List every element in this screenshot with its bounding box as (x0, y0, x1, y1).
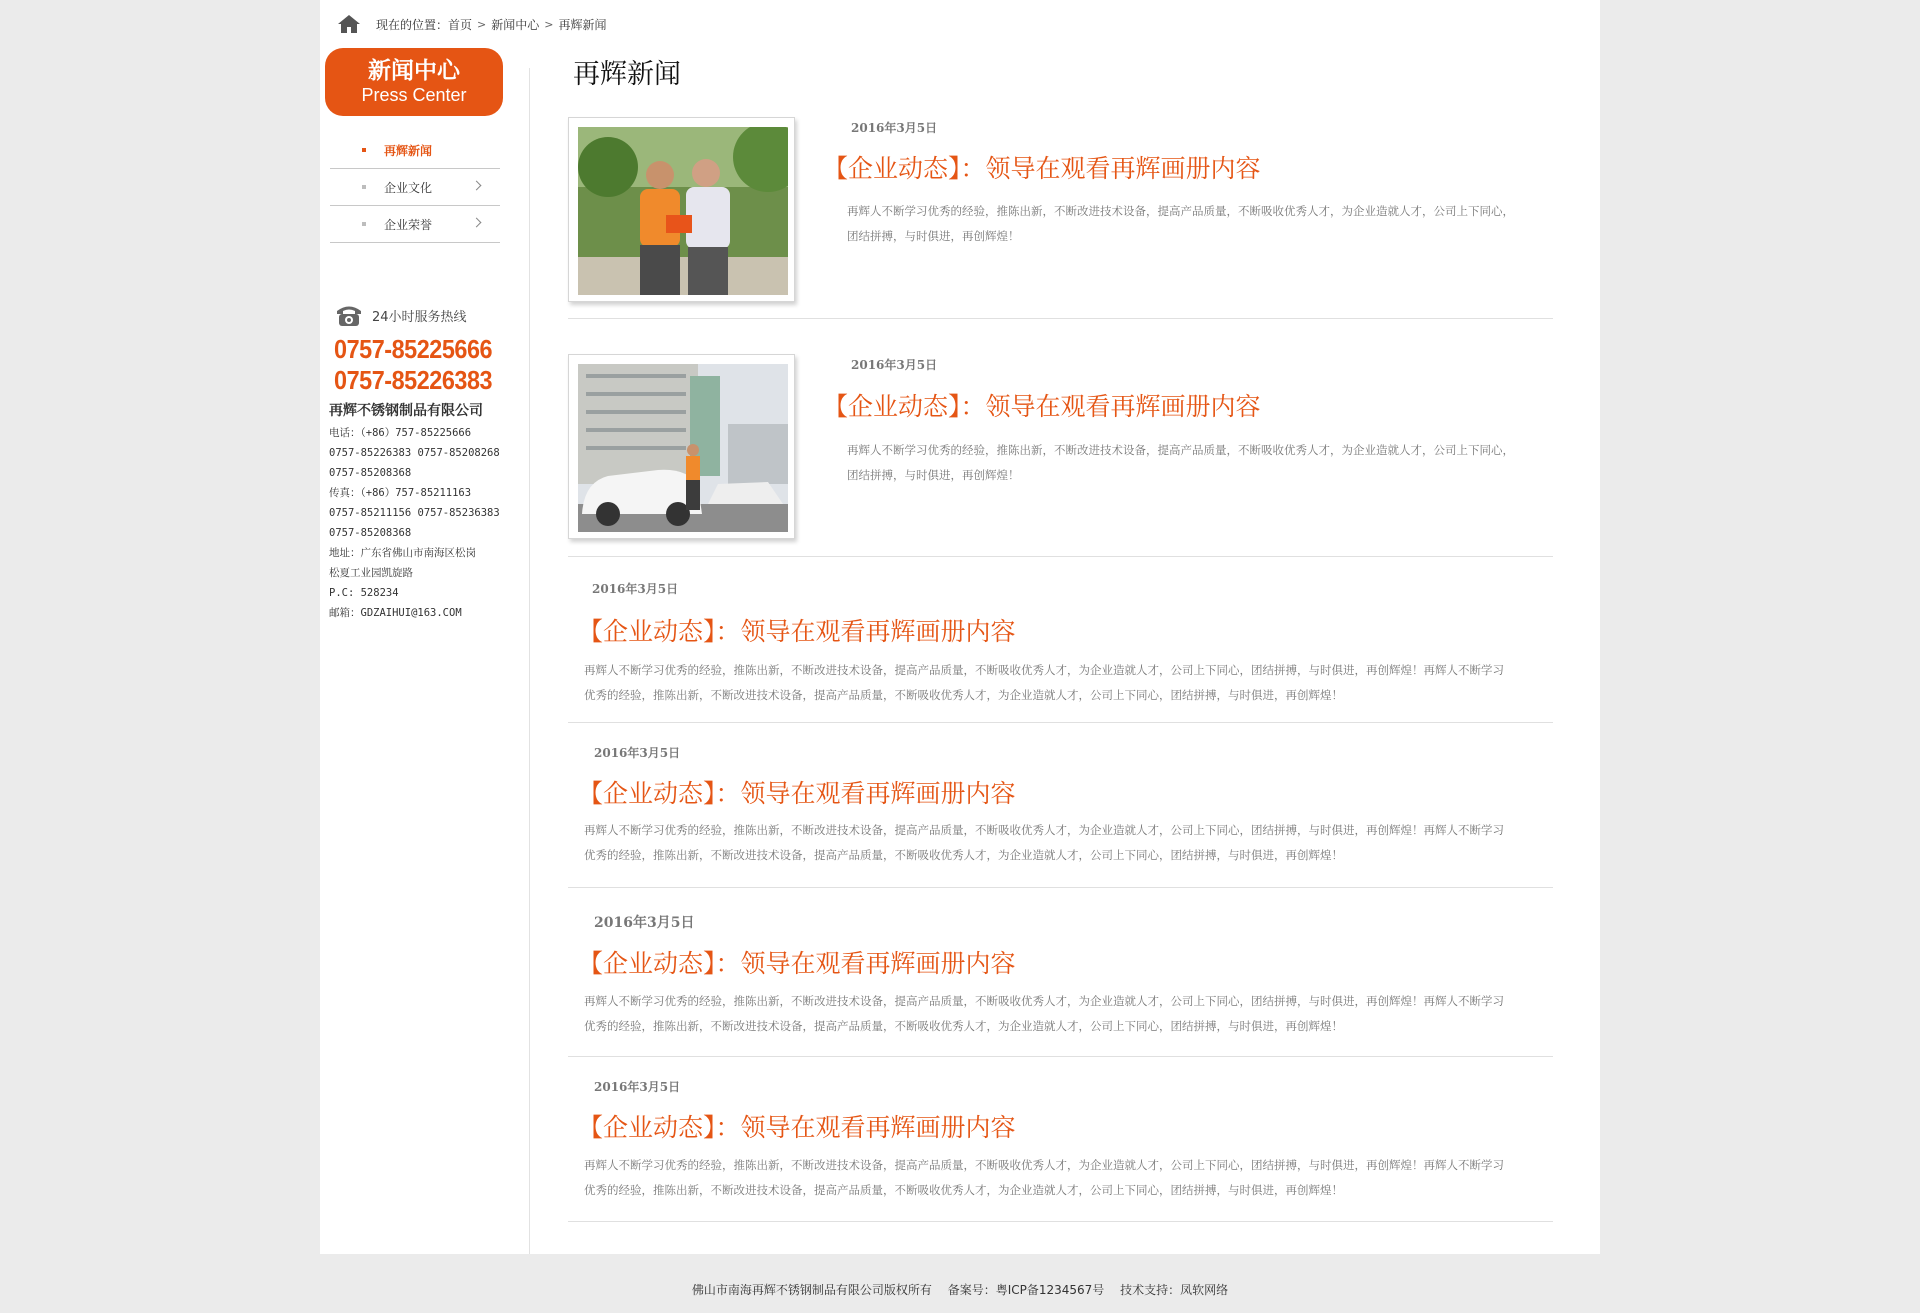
news-thumbnail[interactable] (568, 117, 795, 302)
news-summary (847, 199, 1514, 248)
breadcrumb-news-center[interactable]: 新闻中心 (491, 17, 540, 32)
bullet-icon (362, 148, 366, 152)
news-date: 2016年3月5日 (594, 1080, 681, 1094)
news-item (568, 744, 1553, 888)
sidebar-item-label: 企业文化 (384, 180, 433, 195)
sidebar-title-en: Press Center (361, 85, 467, 105)
news-summary (584, 658, 1504, 707)
contact-line: 0757-85226383 0757-85208268 (329, 447, 500, 459)
breadcrumb-home[interactable]: 首页 (448, 17, 473, 32)
news-date: 2016年3月5日 (594, 746, 681, 760)
news-item (568, 117, 1553, 319)
news-photo-cars (578, 364, 788, 532)
contact-line: 电话：（+86）757-85225666 (329, 427, 472, 439)
sidebar-title-badge (325, 48, 503, 116)
sidebar-item-honors[interactable] (330, 206, 500, 243)
breadcrumb-current[interactable]: 再辉新闻 (558, 17, 607, 32)
news-photo-people (578, 127, 788, 295)
news-summary-line: 再辉人不断学习优秀的经验，推陈出新，不断改进技术设备，提高产品质量，不断吸收优秀人才，为企业造就人才，公司上下同心， (847, 204, 1514, 218)
news-summary (847, 438, 1514, 487)
news-item (568, 354, 1553, 557)
bullet-icon (362, 185, 366, 189)
news-summary-line: 再辉人不断学习优秀的经验，推陈出新，不断改进技术设备，提高产品质量，不断吸收优秀人才，为企业造就人才，公司上下同心，团结拼搏，与时俱进，再创辉煌！再辉人不断学习 (584, 1158, 1504, 1172)
news-title-link[interactable]: 【企业动态】：领导在观看再辉画册内容 (823, 154, 1261, 183)
contact-line: 0757-85208368 (329, 527, 412, 539)
news-date: 2016年3月5日 (851, 358, 938, 372)
news-summary-line: 优秀的经验，推陈出新，不断改进技术设备，提高产品质量，不断吸收优秀人才，为企业造就人才，公司上下同心，团结拼搏，与时俱进，再创辉煌！ (584, 687, 1343, 702)
news-item (568, 1078, 1553, 1222)
sidebar-item-label: 再辉新闻 (384, 143, 433, 158)
news-item (568, 580, 1553, 723)
news-title-link[interactable]: 【企业动态】：领导在观看再辉画册内容 (578, 779, 1016, 808)
contact-line: 0757-85211156 0757-85236383 (329, 507, 500, 519)
page-title: 再辉新闻 (573, 59, 681, 90)
hotline-label-row (334, 302, 467, 328)
chevron-right-icon (472, 218, 482, 228)
breadcrumb-separator-icon: > (477, 17, 487, 31)
news-summary-line: 再辉人不断学习优秀的经验，推陈出新，不断改进技术设备，提高产品质量，不断吸收优秀人才，为企业造就人才，公司上下同心，团结拼搏，与时俱进，再创辉煌！再辉人不断学习 (584, 994, 1504, 1008)
sidebar-menu (330, 132, 500, 243)
footer-copyright: 佛山市南海再辉不锈钢制品有限公司版权所有 (691, 1283, 932, 1297)
news-summary (584, 818, 1504, 867)
sidebar-item-culture[interactable] (330, 169, 500, 206)
contact-line: 0757-85208368 (329, 467, 412, 479)
sidebar-item-zaihui-news[interactable] (330, 132, 500, 169)
news-summary-line: 优秀的经验，推陈出新，不断改进技术设备，提高产品质量，不断吸收优秀人才，为企业造就人才，公司上下同心，团结拼搏，与时俱进，再创辉煌！ (584, 847, 1343, 862)
news-summary (584, 1153, 1504, 1202)
news-summary-line: 再辉人不断学习优秀的经验，推陈出新，不断改进技术设备，提高产品质量，不断吸收优秀人才，为企业造就人才，公司上下同心，团结拼搏，与时俱进，再创辉煌！再辉人不断学习 (584, 823, 1504, 837)
sidebar-item-label: 企业荣誉 (384, 217, 433, 232)
breadcrumb-separator-icon: > (544, 17, 554, 31)
breadcrumb-prefix: 现在的位置： (376, 17, 449, 32)
hotline-label: 24小时服务热线 (372, 309, 467, 325)
news-summary (584, 989, 1504, 1038)
news-summary-line: 再辉人不断学习优秀的经验，推陈出新，不断改进技术设备，提高产品质量，不断吸收优秀人才，为企业造就人才，公司上下同心， (847, 443, 1514, 457)
sidebar-title-cn: 新闻中心 (368, 58, 460, 84)
breadcrumb (336, 10, 607, 38)
chevron-right-icon (472, 181, 482, 191)
page-container (320, 0, 1600, 1254)
company-name: 再辉不锈钢制品有限公司 (329, 403, 483, 419)
contact-line: P.C: 528234 (329, 587, 399, 599)
news-thumbnail[interactable] (568, 354, 795, 539)
news-summary-line: 团结拼搏，与时俱进，再创辉煌！ (847, 467, 1020, 482)
contact-info (329, 423, 504, 623)
news-title-link[interactable]: 【企业动态】：领导在观看再辉画册内容 (578, 949, 1016, 978)
news-summary-line: 团结拼搏，与时俱进，再创辉煌！ (847, 228, 1020, 243)
home-icon[interactable] (336, 13, 362, 35)
contact-line: 传真：（+86）757-85211163 (329, 487, 472, 499)
bullet-icon (362, 222, 366, 226)
news-title-link[interactable]: 【企业动态】：领导在观看再辉画册内容 (823, 392, 1261, 421)
news-item (568, 910, 1553, 1057)
news-date: 2016年3月5日 (851, 121, 938, 135)
telephone-icon (334, 302, 364, 328)
news-summary-line: 优秀的经验，推陈出新，不断改进技术设备，提高产品质量，不断吸收优秀人才，为企业造就人才，公司上下同心，团结拼搏，与时俱进，再创辉煌！ (584, 1018, 1343, 1033)
news-summary-line: 优秀的经验，推陈出新，不断改进技术设备，提高产品质量，不断吸收优秀人才，为企业造就人才，公司上下同心，团结拼搏，与时俱进，再创辉煌！ (584, 1182, 1343, 1197)
news-date: 2016年3月5日 (592, 582, 679, 596)
column-divider (529, 68, 530, 1254)
news-date: 2016年3月5日 (594, 915, 695, 931)
footer-support[interactable]: 技术支持：凤软网络 (1120, 1283, 1229, 1297)
footer-icp[interactable]: 备案号：粤ICP备1234567号 (947, 1283, 1105, 1297)
hotline-number-1: 0757-85225666 (334, 334, 493, 364)
footer (0, 1281, 1920, 1298)
news-title-link[interactable]: 【企业动态】：领导在观看再辉画册内容 (578, 617, 1016, 646)
contact-line: 松夏工业园凯旋路 (329, 567, 413, 579)
contact-line: 地址：广东省佛山市南海区松岗 (329, 547, 476, 559)
contact-line[interactable]: 邮箱：GDZAIHUI@163.COM (329, 607, 462, 619)
hotline-number-2: 0757-85226383 (334, 365, 493, 395)
news-title-link[interactable]: 【企业动态】：领导在观看再辉画册内容 (578, 1113, 1016, 1142)
news-summary-line: 再辉人不断学习优秀的经验，推陈出新，不断改进技术设备，提高产品质量，不断吸收优秀人才，为企业造就人才，公司上下同心，团结拼搏，与时俱进，再创辉煌！再辉人不断学习 (584, 663, 1504, 677)
